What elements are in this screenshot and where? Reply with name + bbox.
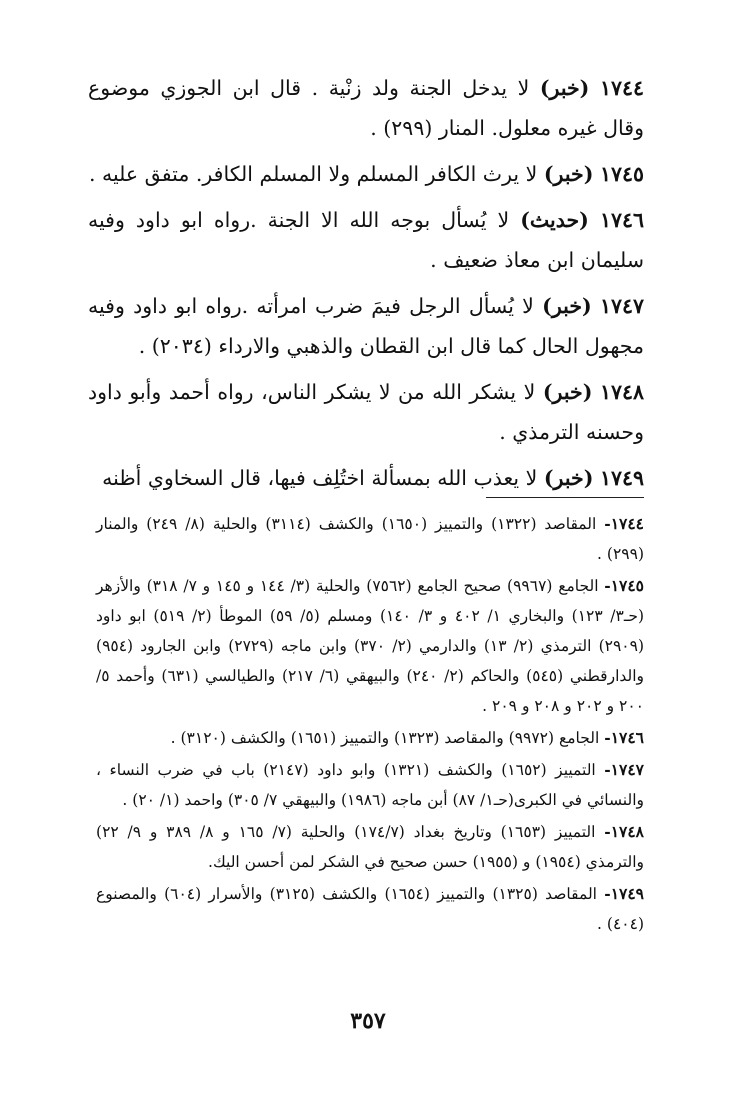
footnote-number: ١٧٤٦- <box>604 728 644 747</box>
footnote <box>96 723 644 753</box>
page-number: ٣٥٧ <box>350 1008 386 1034</box>
hadith-entry <box>88 200 644 280</box>
entry-number: ١٧٤٦ <box>599 208 644 232</box>
entry-tag: (خبر) <box>543 466 594 490</box>
entry-tag: (خبر) <box>542 294 592 318</box>
entry-tag: (خبر) <box>542 380 593 404</box>
entry-number: ١٧٤٧ <box>599 294 644 318</box>
footnote-number: ١٧٤٧- <box>604 760 644 779</box>
footnote-text: المقاصد (١٣٢٥) والتمييز (١٦٥٤) والكشف (٣١٢٥) والأسرار (٦٠٤) والمصنوع (٤٠٤) . <box>96 885 644 933</box>
entry-text: لا يشكر الله من لا يشكر الناس، رواه أحمد وأبو داود وحسنه الترمذي . <box>88 380 644 444</box>
entry-text: لا يعذب الله بمسألة اختُلِف فيها، قال السخاوي أظنه <box>102 466 538 490</box>
entry-tag: (حديث) <box>520 208 589 232</box>
footnote-number: ١٧٤٨- <box>604 822 645 841</box>
hadith-entry <box>88 458 644 498</box>
footnote-number: ١٧٤٩- <box>604 884 644 903</box>
footnote <box>96 817 644 877</box>
entry-number: ١٧٤٤ <box>599 76 644 100</box>
hadith-entry <box>88 68 644 148</box>
footnotes <box>96 509 644 941</box>
footnote-text: التمييز (١٦٥٢) والكشف (١٣٢١) وابو داود (٢١٤٧) باب في ضرب النساء ، والنسائي في الكبرى(حـ١/ ٨٧) أبن ماجه (١٩٨٦) والبيهقي ٧/ ٣٠٥) واحمد (١/ ٢٠) . <box>96 761 644 809</box>
footnote <box>96 879 644 939</box>
entry-tag: (خبر) <box>539 76 590 100</box>
entry-text: لا يُسأل بوجه الله الا الجنة .رواه ابو داود وفيه سليمان ابن معاذ ضعيف . <box>88 208 644 272</box>
footnote-text: الجامع (٩٩٦٧) صحيح الجامع (٧٥٦٢) والحلية (٣/ ١٤٤ و ١٤٥ و ٧/ ٣١٨) والأزهر (حـ٣/ ١٢٣) والبخاري ١/ ٤٠٢ و ٣/ ١٤٠) ومسلم (٥/ ٥٩) الموطأ (٢/ ٥١٩) ابو داود (٢٩٠٩) الترمذي (٢/ ١٣) والدارمي (٢/ ٣٧٠) وابن ماجه (٢٧٢٩) وابن الجارود (٩٥٤) والدارقطني (٥٤٥) والحاكم (٢/ ٢٤٠) والبيهقي (٦/ ٢١٧) والطيالسي (٦٣١) وأحمد ٥/ ٢٠٠ و ٢٠٢ و ٢٠٨ و ٢٠٩ . <box>96 577 645 715</box>
entry-number: ١٧٤٨ <box>599 380 644 404</box>
footnote <box>96 755 644 815</box>
entry-text: لا يرث الكافر المسلم ولا المسلم الكافر. متفق عليه . <box>88 162 538 186</box>
footnote-number: ١٧٤٥- <box>604 576 644 595</box>
hadith-entries <box>88 68 644 504</box>
footnote <box>96 571 644 721</box>
entry-text: لا يدخل الجنة ولد زنْية . قال ابن الجوزي موضوع وقال غيره معلول. المنار (٢٩٩) . <box>88 76 644 140</box>
hadith-entry <box>88 154 644 194</box>
entry-number: ١٧٤٥ <box>599 162 644 186</box>
entry-tag: (خبر) <box>543 162 594 186</box>
footnote <box>96 509 644 569</box>
hadith-entry <box>88 372 644 452</box>
footnote-text: الجامع (٩٩٧٢) والمقاصد (١٣٢٣) والتمييز (١٦٥١) والكشف (٣١٢٠) . <box>170 729 600 747</box>
footnote-divider <box>486 497 644 498</box>
footnote-text: التمييز (١٦٥٣) وتاريخ بغداد (١٧٤/٧) والحلية (٧/ ١٦٥ و ٨/ ٣٨٩ و ٩/ ٢٢) والترمذي (١٩٥٤) و (١٩٥٥) حسن صحيح في الشكر لمن أحسن اليك. <box>96 823 644 871</box>
entry-number: ١٧٤٩ <box>599 466 644 490</box>
hadith-entry <box>88 286 644 366</box>
footnote-number: ١٧٤٤- <box>604 514 644 533</box>
entry-text: لا يُسأل الرجل فيمَ ضرب امرأته .رواه ابو داود وفيه مجهول الحال كما قال ابن القطان والذهبي والارداء (٢٠٣٤) . <box>88 294 644 358</box>
footnote-text: المقاصد (١٣٢٢) والتمييز (١٦٥٠) والكشف (٣١١٤) والحلية (٨/ ٢٤٩) والمنار (٢٩٩) . <box>96 515 644 563</box>
